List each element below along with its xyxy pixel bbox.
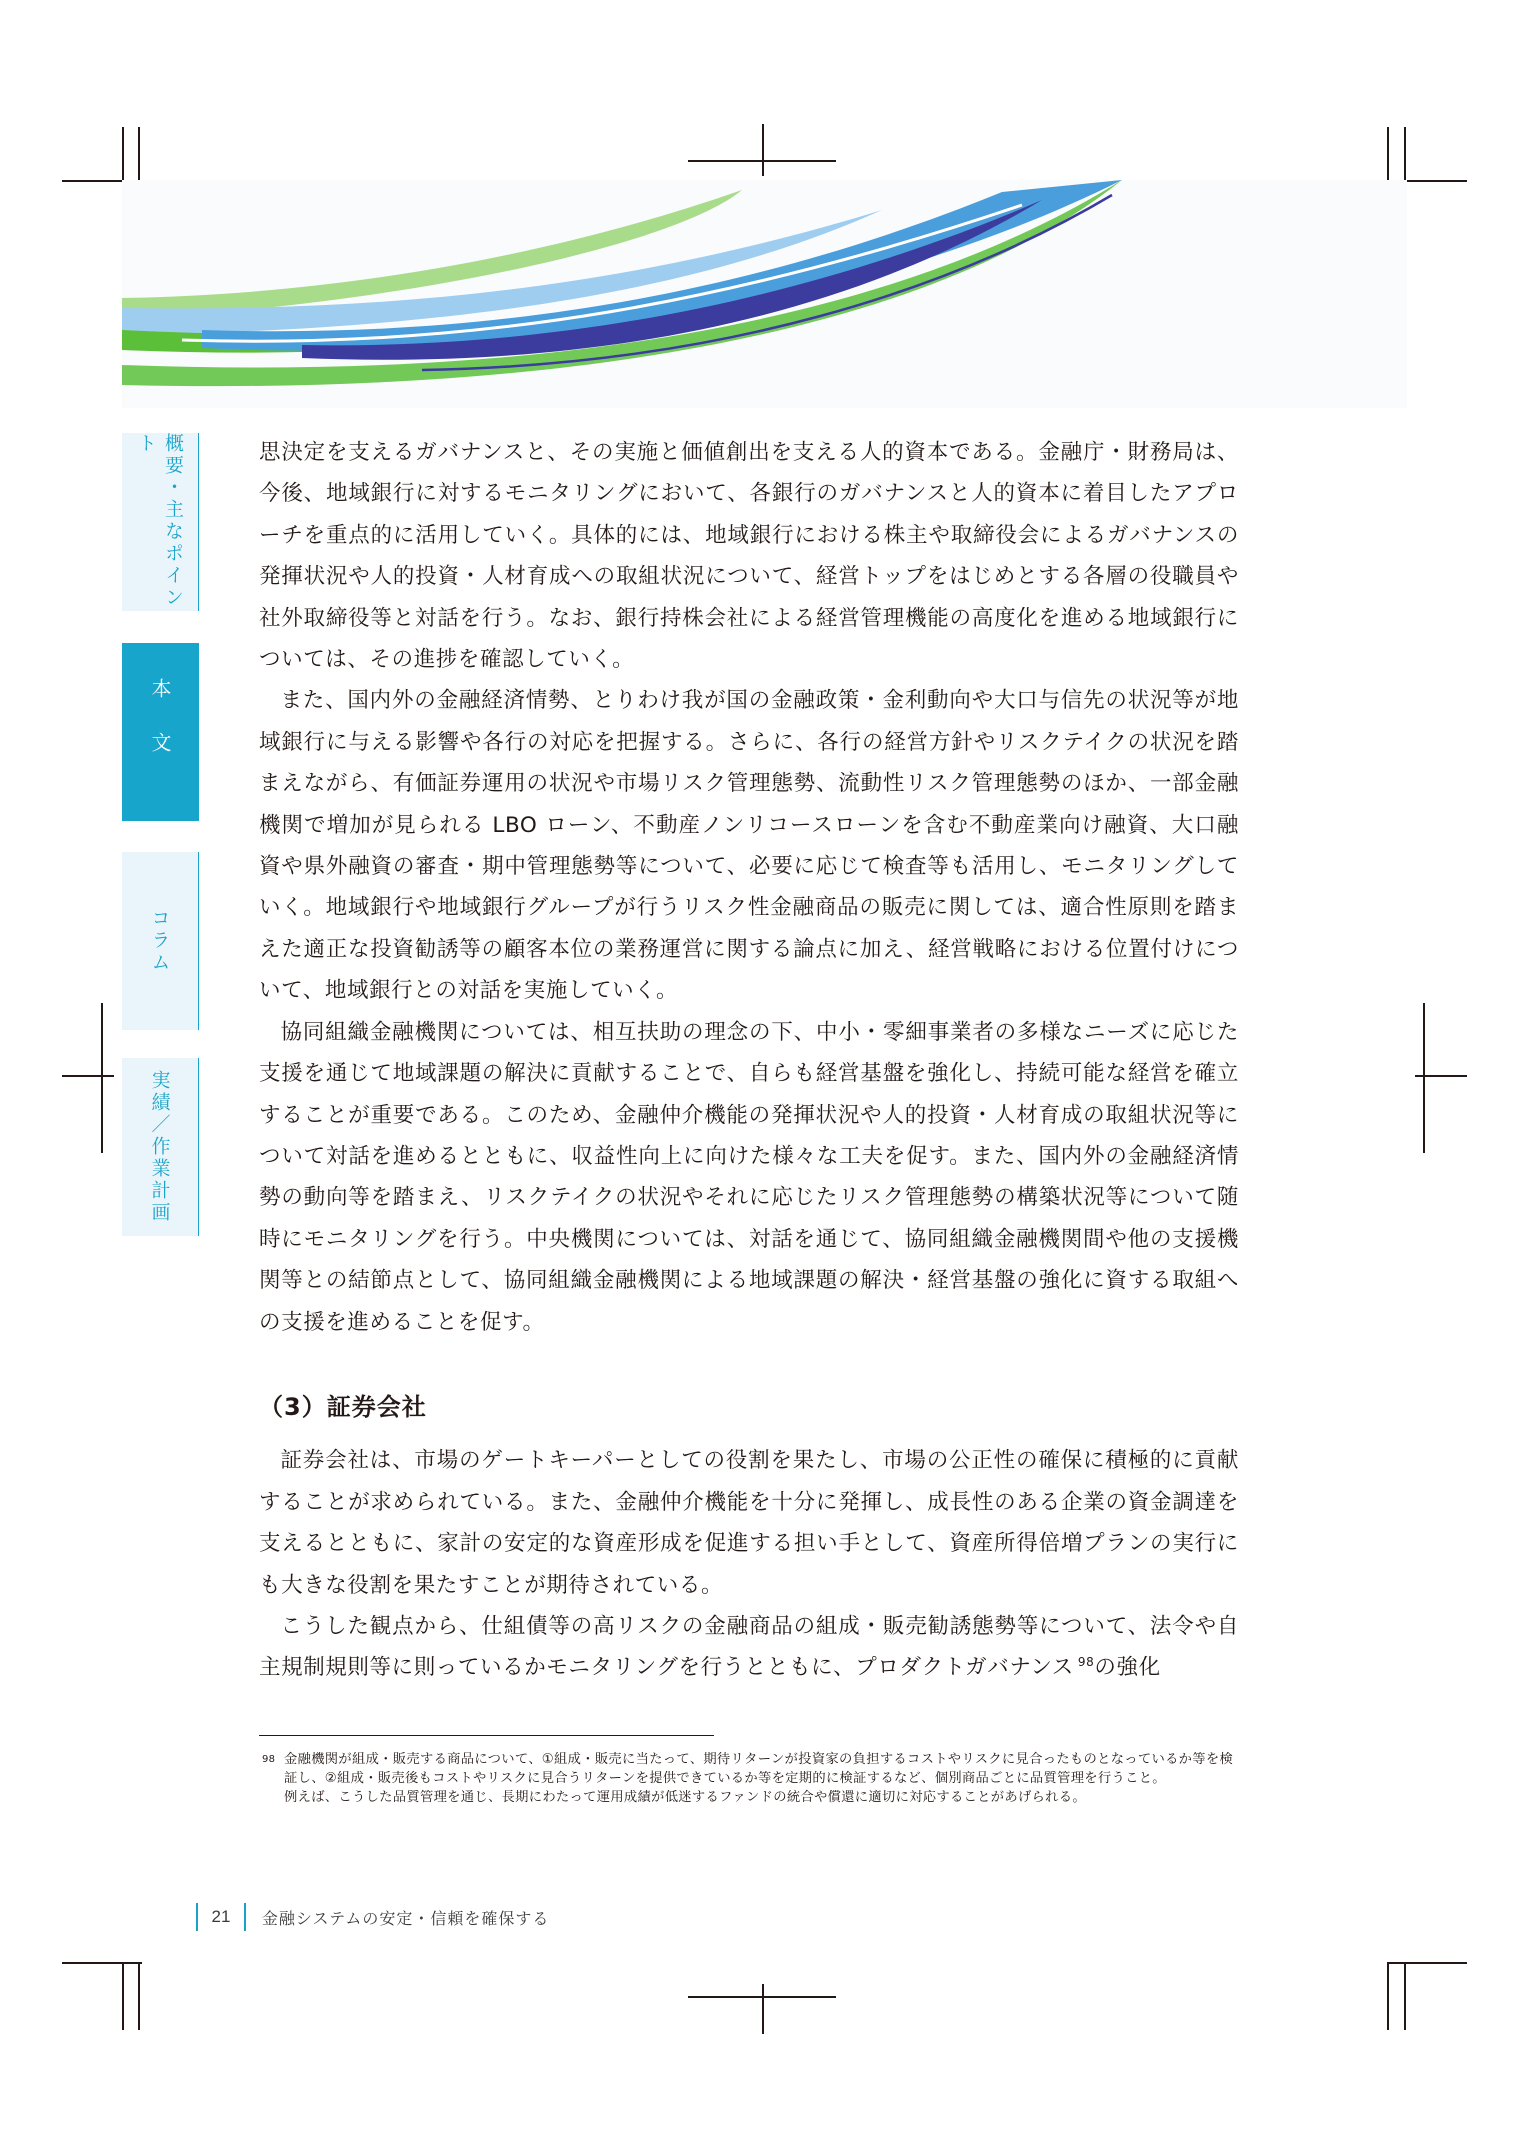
page-footer [196,1902,549,1932]
side-tab-overview[interactable] [122,433,199,611]
body-paragraph: 証券会社は、市場のゲートキーパーとしての役割を果たし、市場の公正性の確保に積極的に貢献することが求められている。また、金融仲介機能を十分に発揮し、成長性のある企業の資金調達を支えるとともに、家計の安定的な資産形成を促進する担い手として、資産所得倍増プランの実行にも大きな役割を果たすことが期待されている。 [259,1448,1239,1598]
footnote-text: 例えば、こうした品質管理を通じ、長期にわたって運用成績が低迷するファンドの統合や償還に適切に対応することがあげられる。 [284,1790,1086,1805]
footnote-number: 98 [262,1754,276,1765]
footnote [262,1750,1237,1807]
page-number: 21 [211,1907,231,1926]
side-tab-results-plan[interactable] [122,1058,199,1236]
paragraph-text: の強化 [1094,1655,1161,1681]
footer-divider [196,1903,198,1931]
footer-title: 金融システムの安定・信頼を確保する [261,1908,550,1928]
side-tab-label: 本文 [148,678,172,786]
side-tab-label: 概要・主なポイント [135,433,184,609]
header-wave-graphic [122,180,1407,408]
section-heading: （3）証券会社 [259,1392,427,1421]
main-body [259,432,1239,1689]
side-tab-column[interactable] [122,852,199,1030]
wave-ribbons [122,180,1407,408]
body-paragraph: 協同組織金融機関については、相互扶助の理念の下、中小・零細事業者の多様なニーズに応じた支援を通じて地域課題の解決に貢献することで、自らも経営基盤を強化し、持続可能な経営を確立することが重要である。このため、金融仲介機能の発揮状況や人的投資・人材育成の取組状況等について対話を進めるとともに、収益性向上に向けた様々な工夫を促す。また、国内外の金融経済情勢の動向等を踏まえ、リスクテイクの状況やそれに応じたリスク管理態勢の構築状況等について随時にモニタリングを行う。中央機関については、対話を通じて、協同組織金融機関間や他の支援機関等との結節点として、協同組織金融機関による地域課題の解決・経営基盤の強化に資する取組への支援を進めることを促す。 [259,1019,1239,1335]
side-tab-main-text[interactable] [122,643,199,821]
body-paragraph [259,1606,1239,1689]
side-tab-label: 実績／作業計画 [148,1070,171,1224]
footer-divider [244,1903,246,1931]
paragraph-text: こうした観点から、仕組債等の高リスクの金融商品の組成・販売勧誘態勢等について、法令や自主規制規則等に則っているかモニタリングを行うとともに、プロダクトガバナンス [259,1613,1239,1681]
body-paragraph: 思決定を支えるガバナンスと、その実施と価値創出を支える人的資本である。金融庁・財務局は、今後、地域銀行に対するモニタリングにおいて、各銀行のガバナンスと人的資本に着目したアプローチを重点的に活用していく。具体的には、地域銀行における株主や取締役会によるガバナンスの発揮状況や人的投資・人材育成への取組状況について、経営トップをはじめとする各層の役職員や社外取締役等と対話を行う。なお、銀行持株会社による経営管理機能の高度化を進める地域銀行については、その進捗を確認していく。 [259,440,1239,673]
footnote-reference[interactable]: 98 [1077,1655,1095,1670]
body-paragraph: また、国内外の金融経済情勢、とりわけ我が国の金融政策・金利動向や大口与信先の状況等が地域銀行に与える影響や各行の対応を把握する。さらに、各行の経営方針やリスクテイクの状況を踏まえながら、有価証券運用の状況や市場リスク管理態勢、流動性リスク管理態勢のほか、一部金融機関で増加が見られる LBO ローン、不動産ノンリコースローンを含む不動産業向け融資、大口融資や県外融資の審査・期中管理態勢等について、必要に応じて検査等も活用し、モニタリングしていく。地域銀行や地域銀行グループが行うリスク性金融商品の販売に関しては、適合性原則を踏まえた適正な投資勧誘等の顧客本位の業務運営に関する論点に加え、経営戦略における位置付けについて、地域銀行との対話を実施していく。 [259,688,1239,1004]
side-tab-label: コラム [148,908,171,974]
footnote-text: 金融機関が組成・販売する商品について、①組成・販売に当たって、期待リターンが投資家の負担するコストやリスクに見合ったものとなっているか等を検証し、②組成・販売後もコストやリスクに見合うリターンを提供できているか等を定期的に検証するなど、個別商品ごとに品質管理を行うこと。 [284,1752,1234,1786]
footnote-divider [259,1735,714,1736]
